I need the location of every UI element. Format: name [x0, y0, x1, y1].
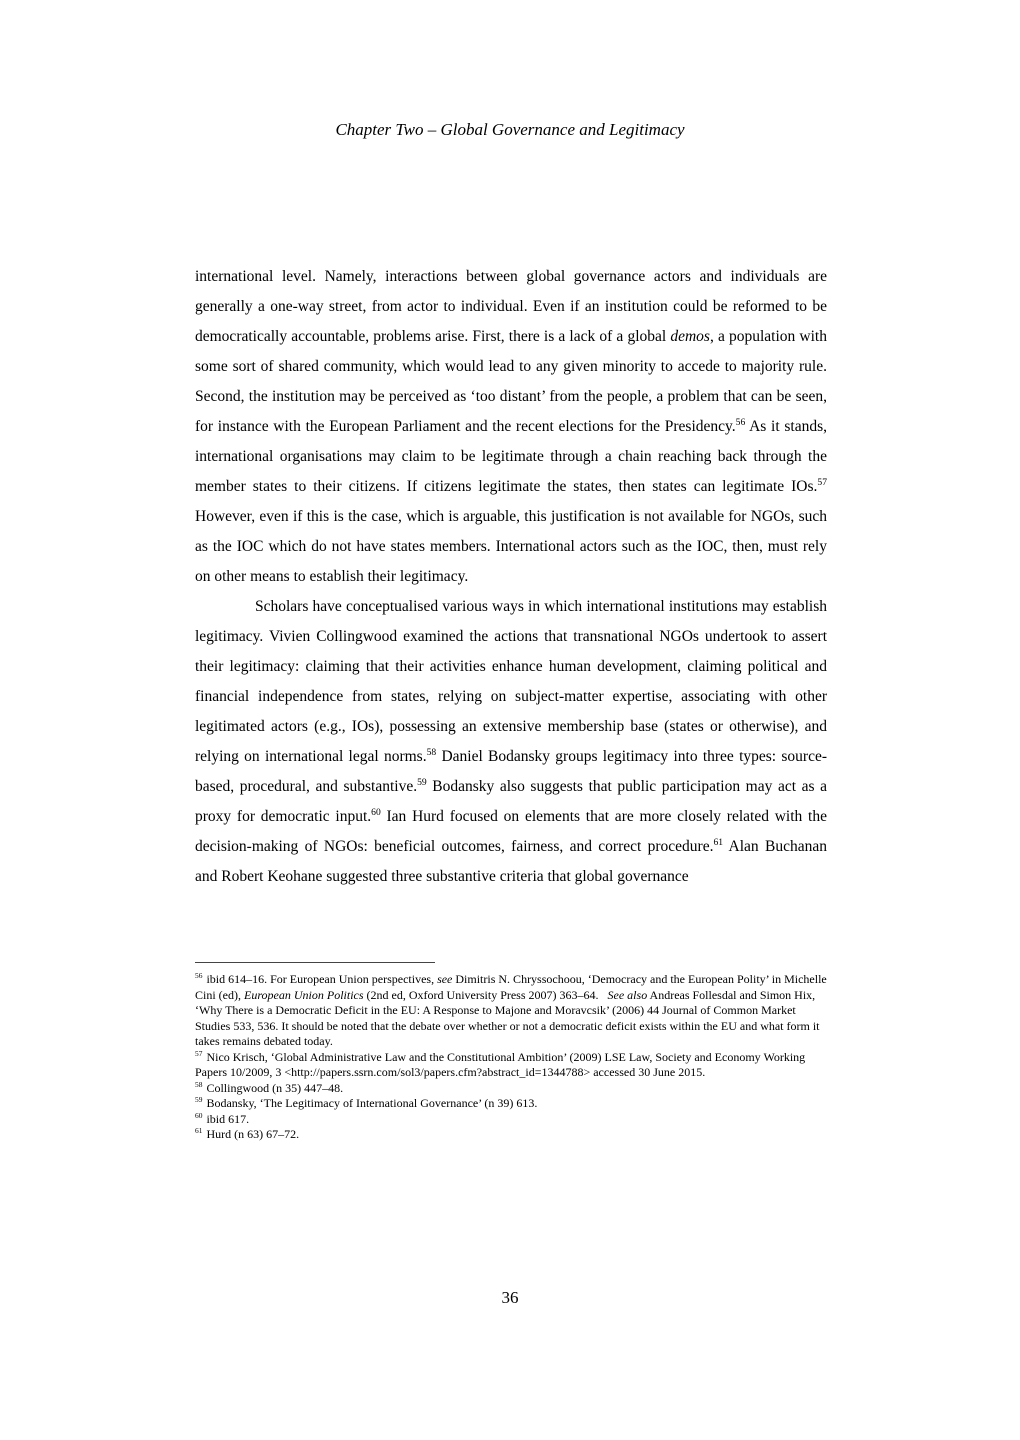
- text-run: Bodansky, ‘The Legitimacy of International Governance’ (n 39) 613.: [206, 1096, 538, 1110]
- text-run: European Union Politics: [244, 987, 364, 1002]
- footnote: [195, 1081, 827, 1097]
- footnote: [195, 1050, 827, 1081]
- text-run: Dimitris N. Chryssochoou, ‘Democracy and the European Polity’ in Michelle Cini (ed),: [195, 972, 827, 1002]
- text-run: Bodansky also suggests that public participation may act as a proxy for democratic input.: [195, 778, 827, 825]
- text-run: international level. Namely, interactions between global governance actors and individuals are generally a one-way street, from actor to individual. Even if an institution could be reformed to be democratically accountable, problems arise. First, there is a lack of a global: [195, 268, 827, 345]
- text-run: Nico Krisch, ‘Global Administrative Law and the Constitutional Ambition’ (2009) LSE Law, Society and Economy Working Papers 10/2009, 3 <http://papers.ssrn.com/sol3/papers.cfm?abstract_id=1344788> accessed 30 June 2015.: [195, 1049, 806, 1079]
- footnote-ref: 59: [417, 776, 427, 788]
- text-run: See also: [607, 987, 648, 1002]
- footnote-ref: 57: [817, 476, 827, 488]
- footnote-number: 60: [195, 1110, 203, 1120]
- text-run: ibid 617.: [206, 1111, 250, 1126]
- footnote-number: 56: [195, 971, 203, 980]
- text-run: Andreas Follesdal and Simon Hix, ‘Why There is a Democratic Deficit in the EU: A Response to Majone and Moravcsik’ (2006) 44 Journal of Common Market Studies 533, 536. It should be noted that the debate over whether or not a democratic deficit exists within the EU and what form it takes remains debated today.: [195, 987, 820, 1048]
- footnote-number: 59: [195, 1095, 203, 1104]
- footnote: [195, 972, 827, 1050]
- footnote-number: 57: [195, 1048, 203, 1058]
- footnote-ref: 61: [713, 836, 724, 848]
- footnote-separator: [195, 962, 435, 963]
- footnote: [195, 1112, 827, 1128]
- text-run: (2nd ed, Oxford University Press 2007) 363–64.: [363, 987, 608, 1002]
- footnote: [195, 1096, 827, 1112]
- text-run: However, even if this is the case, which is arguable, this justification is not available for NGOs, such as the IOC which do not have states members. International actors such as the IOC, then, must rely on other means to establish their legitimacy.: [195, 508, 827, 585]
- chapter-header: Chapter Two – Global Governance and Legitimacy: [335, 120, 685, 139]
- footnote-number: 61: [195, 1126, 203, 1135]
- text-run: Ian Hurd focused on elements that are more closely related with the decision-making of NGOs: beneficial outcomes, fairness, and correct procedure.: [195, 808, 827, 855]
- paragraph: [195, 592, 827, 892]
- text-run: Collingwood (n 35) 447–48.: [206, 1080, 344, 1095]
- text-run: Scholars have conceptualised various ways in which international institutions may establish legitimacy. Vivien Collingwood examined the actions that transnational NGOs undertook to assert their legitimacy: claiming that their activities enhance human development, claiming political and financial independence from states, relying on subject-matter expertise, associating with other legitimated actors (e.g., IOs), possessing an extensive membership base (states or otherwise), and relying on international legal norms.: [195, 598, 827, 765]
- text-run: see: [437, 972, 453, 986]
- text-run: ibid 614–16. For European Union perspectives,: [206, 972, 438, 986]
- footnote-number: 58: [195, 1079, 203, 1089]
- text-run: Daniel Bodansky groups legitimacy into three types: source-based, procedural, and substantive.: [195, 748, 827, 795]
- text-run: demos: [670, 328, 710, 345]
- page-number: 36: [501, 1288, 519, 1307]
- footnote-ref: 56: [735, 416, 746, 428]
- body-paragraphs: [195, 262, 827, 892]
- text-run: Alan Buchanan and Robert Keohane suggested three substantive criteria that global governance: [195, 838, 827, 885]
- text-run: Hurd (n 63) 67–72.: [206, 1127, 300, 1141]
- footnote-ref: 58: [426, 746, 437, 758]
- text-run: , a population with some sort of shared community, which would lead to any given minority to accede to majority rule. Second, the institution may be perceived as ‘too distant’ from the people, a problem that can be seen, for instance with the European Parliament and the recent elections for the Presidency.: [195, 328, 827, 435]
- text-run: As it stands, international organisations may claim to be legitimate through a chain reaching back through the member states to their citizens. If citizens legitimate the states, then states can legitimate IOs.: [195, 418, 827, 495]
- footnotes-list: [195, 972, 827, 1143]
- footnote-ref: 60: [371, 806, 381, 818]
- footnotes-section: [195, 962, 827, 1143]
- footnote: [195, 1127, 827, 1143]
- paragraph: [195, 262, 827, 592]
